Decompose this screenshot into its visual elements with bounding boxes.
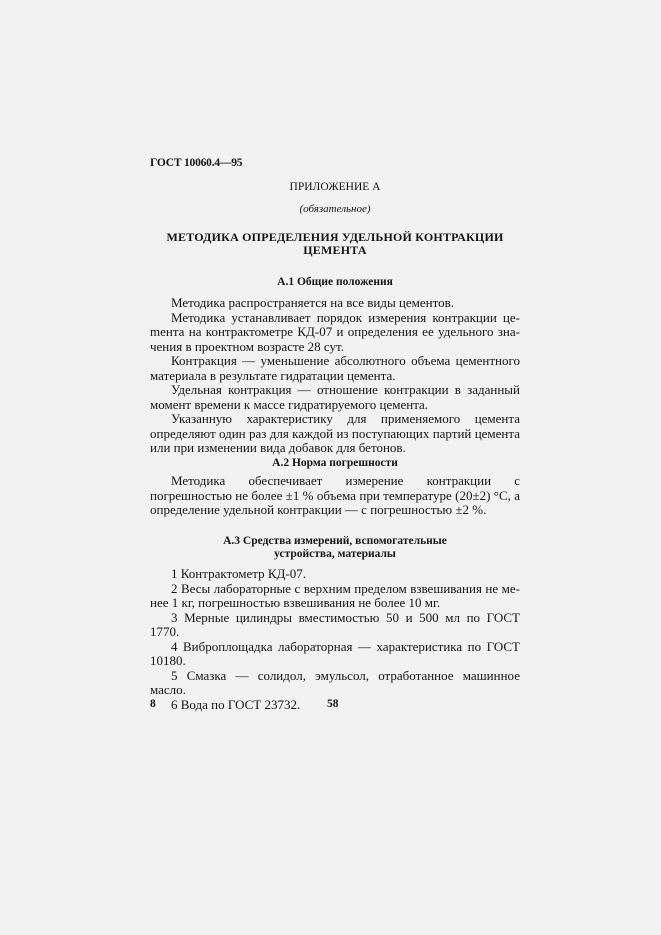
list-item: 2 Весы лабораторные с верхним пределом взвешивания не менее 1 кг, погрешностью взвешивания не более 10 мг.	[150, 580, 520, 610]
paragraph: Указанную характеристику для применяемого цемента определяют один раз для каждой из поступающих партий цемента или при изменении вида добавок для бетонов.	[150, 411, 520, 455]
appendix-label: ПРИЛОЖЕНИЕ А	[289, 181, 381, 193]
page-title-line-2: ЦЕМЕНТА	[303, 243, 367, 257]
appendix-status: (обязательное)	[299, 203, 371, 215]
page-title	[150, 231, 520, 257]
list-item: 3 Мерные цилиндры вместимостью 50 и 500 мл по ГОСТ 1770.	[150, 609, 520, 639]
section-a2-body	[150, 474, 520, 518]
section-a3-body	[150, 567, 520, 712]
section-heading-a3-line-1: А.3 Средства измерений, вспомогательные	[223, 535, 447, 547]
list-item: 1 Контрактометр КД-07.	[171, 566, 306, 581]
paragraph: Методика устанавливает порядок измерения контракции цеmента на контрактометре КД-07 и определения ее удельного значения в проектном возрасте 28 сут.	[150, 309, 520, 354]
section-heading-a3-line-2: устройства, материалы	[274, 548, 396, 560]
section-heading-a1: А.1 Общие положения	[277, 276, 393, 288]
document-code: ГОСТ 10060.4—95	[150, 157, 243, 169]
paragraph: Методика распространяется на все виды цементов.	[171, 295, 455, 310]
section-a1-body	[150, 296, 520, 456]
list-item: 4 Виброплощадка лабораторная — характеристика по ГОСТ 10180.	[150, 638, 520, 668]
list-item: 6 Вода по ГОСТ 23732.	[171, 696, 301, 712]
paragraph: Контракция — уменьшение абсолютного объема цементного материала в результате гидратации цемента.	[150, 353, 520, 383]
page-title-line-1: МЕТОДИКА ОПРЕДЕЛЕНИЯ УДЕЛЬНОЙ КОНТРАКЦИИ	[166, 230, 504, 244]
section-heading-a3	[150, 535, 520, 561]
section-heading-a2: А.2 Норма погрешности	[272, 457, 398, 469]
page-number-left: 8	[150, 698, 156, 710]
list-item: 5 Смазка — солидол, эмульсол, отработанное машинное масло.	[150, 667, 520, 697]
paragraph: Удельная контракция — отношение контракции в заданный момент времени к массе гидратируемого цемента.	[150, 382, 520, 412]
page-number-center: 58	[327, 698, 339, 710]
paragraph: Методика обеспечивает измерение контракции с погрешностью не более ±1 % объема при температуре (20±2) °С, а определение удельной контракции — с погрешностью ±2 %.	[150, 473, 520, 517]
